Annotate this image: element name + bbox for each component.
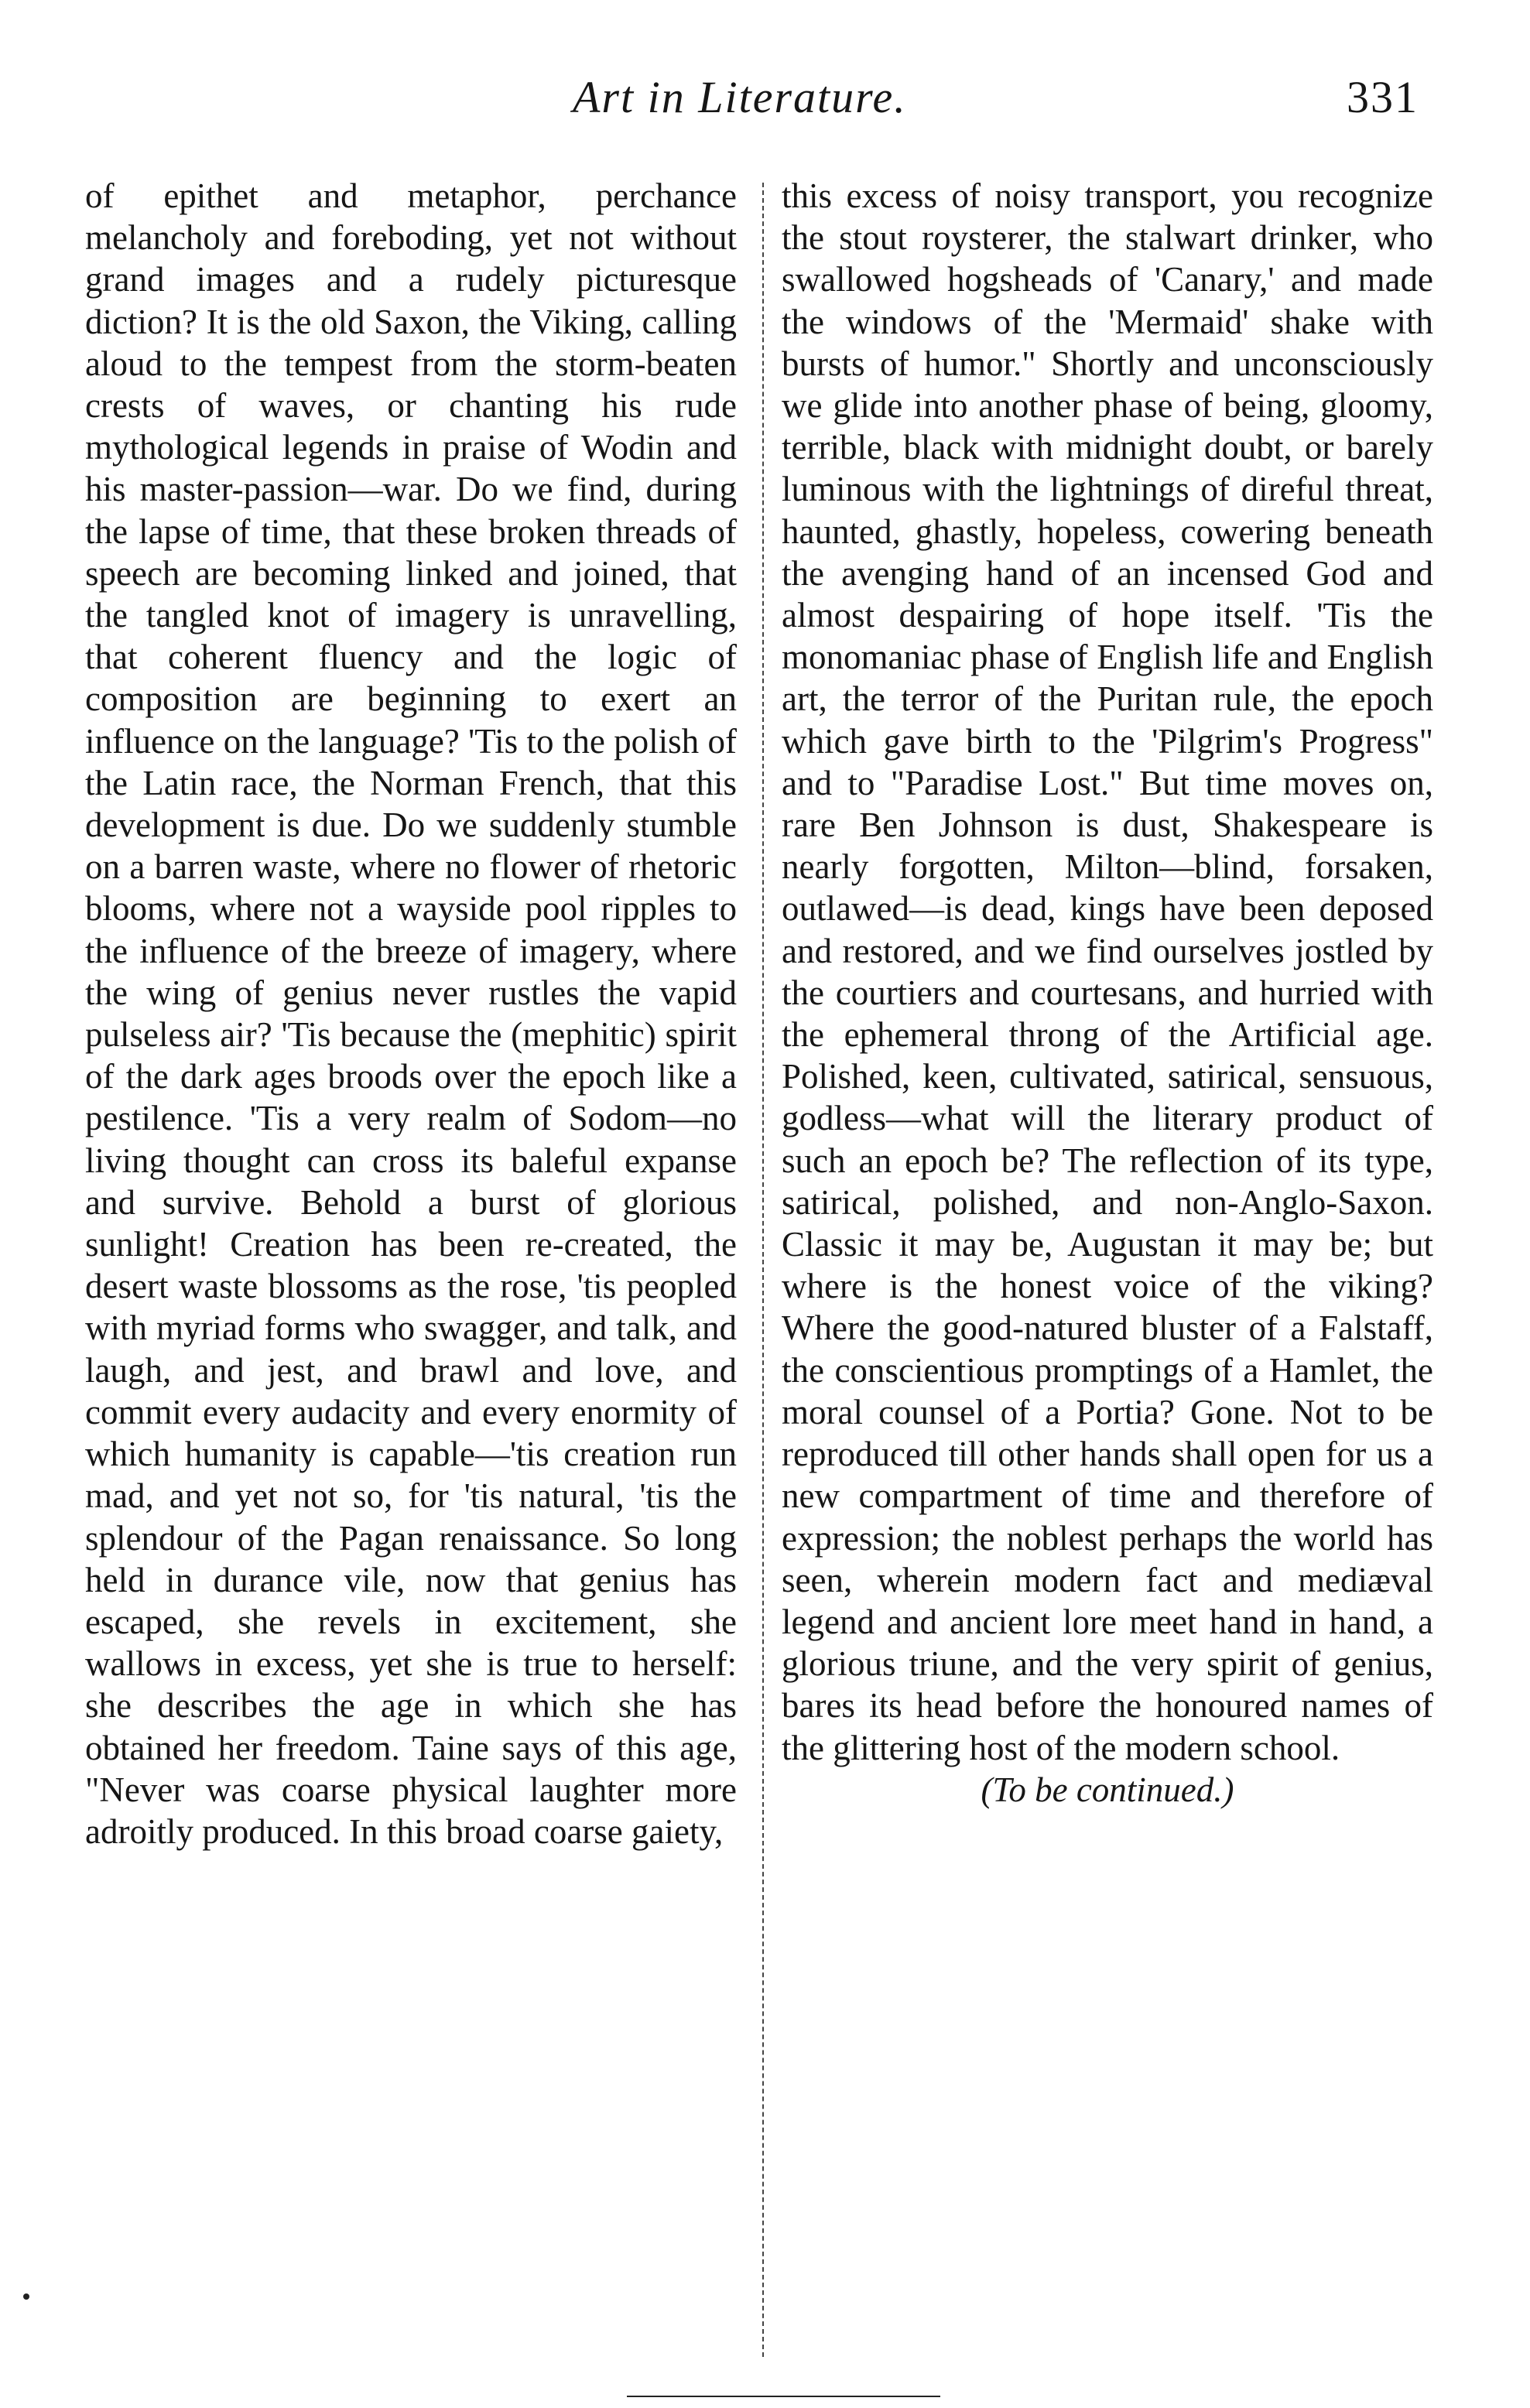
to-be-continued: (To be continued.) <box>981 1770 1234 1809</box>
page-number: 331 <box>1347 72 1419 122</box>
left-column-text: of epithet and metaphor, perchance melancholy and foreboding, yet not without grand images and a rudely picturesque diction? It is the old Saxon, the Viking, calling aloud to the tempest from the storm-beaten crests of waves, or chanting his rude mythological legends in praise of Wodin and his master-passion—war. Do we find, during the lapse of time, that these broken threads of speech are becoming linked and joined, that the tangled knot of imagery is unravelling, that coherent fluency and the logic of composition are beginning to exert an influence on the language? 'Tis to the polish of the Latin race, the Norman French, that this development is due. Do we suddenly stumble on a barren waste, where no flower of rhetoric blooms, where not a wayside pool ripples to the influence of the breeze of imagery, where the wing of genius never rustles the vapid pulseless air? 'Tis because the (mephitic) spirit of the dark ages broods over the epoch like a pestilence. 'Tis a very realm of Sodom—no living thought can cross its baleful expanse and survive. Behold a burst of glorious sunlight! Creation has been re-created, the desert waste blossoms as the rose, 'tis peopled with myriad forms who swagger, and talk, and laugh, and jest, and brawl and love, and commit every audacity and every enormity of which humanity is capable—'tis creation run mad, and yet not so, for 'tis natural, 'tis the splendour of the Pagan renaissance. So long held in durance vile, now that genius has escaped, she revels in excitement, she wallows in excess, yet she is true to herself: she describes the age in which she has obtained her freedom. Taine says of this age, "Never was coarse physical laughter more adroitly produced. In this broad coarse gaiety, <box>85 176 737 1851</box>
bottom-rule <box>627 2396 940 2397</box>
margin-dot <box>23 2293 29 2300</box>
column-divider <box>762 183 764 2357</box>
right-column <box>782 175 1433 1811</box>
left-column <box>85 175 737 1852</box>
running-title: Art in Literature. <box>573 72 907 122</box>
running-header <box>0 71 1530 133</box>
right-column-text: this excess of noisy transport, you recognize the stout roysterer, the stalwart drinker, who swallowed hogsheads of 'Canary,' and made the windows of the 'Mermaid' shake with bursts of humor." Shortly and unconsciously we glide into another phase of being, gloomy, terrible, black with midnight doubt, or barely luminous with the lightnings of direful threat, haunted, ghastly, hopeless, cowering beneath the avenging hand of an incensed God and almost despairing of hope itself. 'Tis the monomaniac phase of English life and English art, the terror of the Puritan rule, the epoch which gave birth to the 'Pilgrim's Progress" and to "Paradise Lost." But time moves on, rare Ben Johnson is dust, Shakespeare is nearly forgotten, Milton—blind, forsaken, outlawed—is dead, kings have been deposed and restored, and we find ourselves jostled by the courtiers and courtesans, and hurried with the ephemeral throng of the Artificial age. Polished, keen, cultivated, satirical, sensuous, godless—what will the literary product of such an epoch be? The reflection of its type, satirical, polished, and non-Anglo-Saxon. Classic it may be, Augustan it may be; but where is the honest voice of the viking? Where the good-natured bluster of a Falstaff, the conscientious promptings of a Hamlet, the moral counsel of a Portia? Gone. Not to be reproduced till other hands shall open for us a new compartment of time and therefore of expression; the noblest perhaps the world has seen, wherein modern fact and mediæval legend and ancient lore meet hand in hand, a glorious triune, and the very spirit of genius, bares its head before the honoured names of the glittering host of the modern school. <box>782 176 1433 1767</box>
